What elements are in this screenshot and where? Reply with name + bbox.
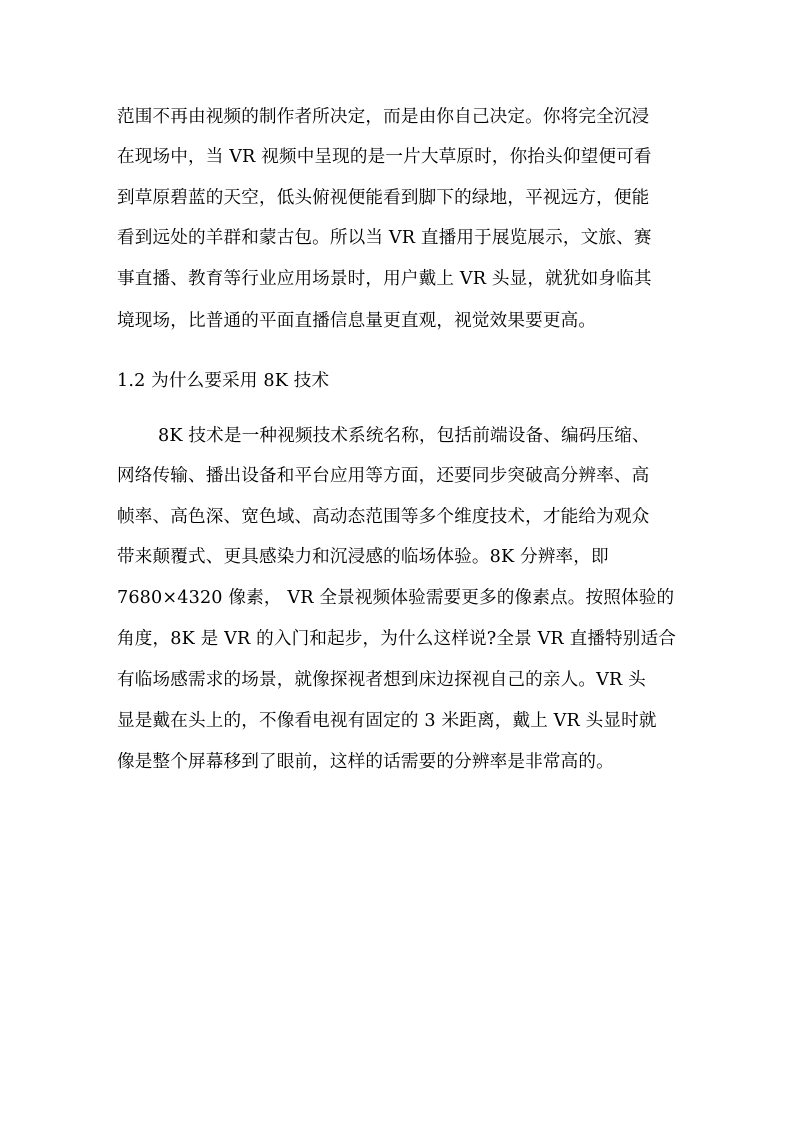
paragraph-1-line-6: 境现场，比普通的平面直播信息量更直观，视觉效果要更高。: [117, 311, 597, 331]
paragraph-1-line-3: 到草原碧蓝的天空，低头俯视便能看到脚下的绿地，平视远方，便能: [117, 188, 650, 208]
paragraph-2-line-2: 网络传输、播出设备和平台应用等方面，还要同步突破高分辨率、高: [117, 466, 650, 486]
paragraph-2-line-1: 8K 技术是一种视频技术系统名称，包括前端设备、编码压缩、: [158, 426, 650, 446]
paragraph-2-line-8: 显是戴在头上的，不像看电视有固定的 3 米距离，戴上 VR 头显时就: [117, 711, 657, 731]
paragraph-1-line-1: 范围不再由视频的制作者所决定，而是由你自己决定。你将完全沉浸: [117, 107, 650, 127]
paragraph-1-line-5: 事直播、教育等行业应用场景时，用户戴上 VR 头显，就犹如身临其: [117, 269, 652, 289]
paragraph-2-line-9: 像是整个屏幕移到了眼前，这样的话需要的分辨率是非常高的。: [117, 752, 614, 772]
paragraph-2-line-6: 角度，8K 是 VR 的入门和起步，为什么这样说?全景 VR 直播特别适合: [117, 629, 677, 649]
paragraph-1-line-2: 在现场中，当 VR 视频中呈现的是一片大草原时，你抬头仰望便可看: [117, 147, 652, 167]
paragraph-2-line-3: 帧率、高色深、宽色域、高动态范围等多个维度技术，才能给为观众: [117, 507, 650, 527]
paragraph-1-line-4: 看到远处的羊群和蒙古包。所以当 VR 直播用于展览展示，文旅、赛: [117, 228, 652, 248]
paragraph-2-line-4: 带来颠覆式、更具感染力和沉浸感的临场体验。8K 分辨率，即: [117, 547, 609, 567]
paragraph-2-line-5: 7680×4320 像素， VR 全景视频体验需要更多的像素点。按照体验的: [117, 588, 675, 608]
paragraph-2-line-7: 有临场感需求的场景，就像探视者想到床边探视自己的亲人。VR 头: [117, 670, 646, 690]
section-heading: 1.2 为什么要采用 8K 技术: [117, 371, 330, 391]
